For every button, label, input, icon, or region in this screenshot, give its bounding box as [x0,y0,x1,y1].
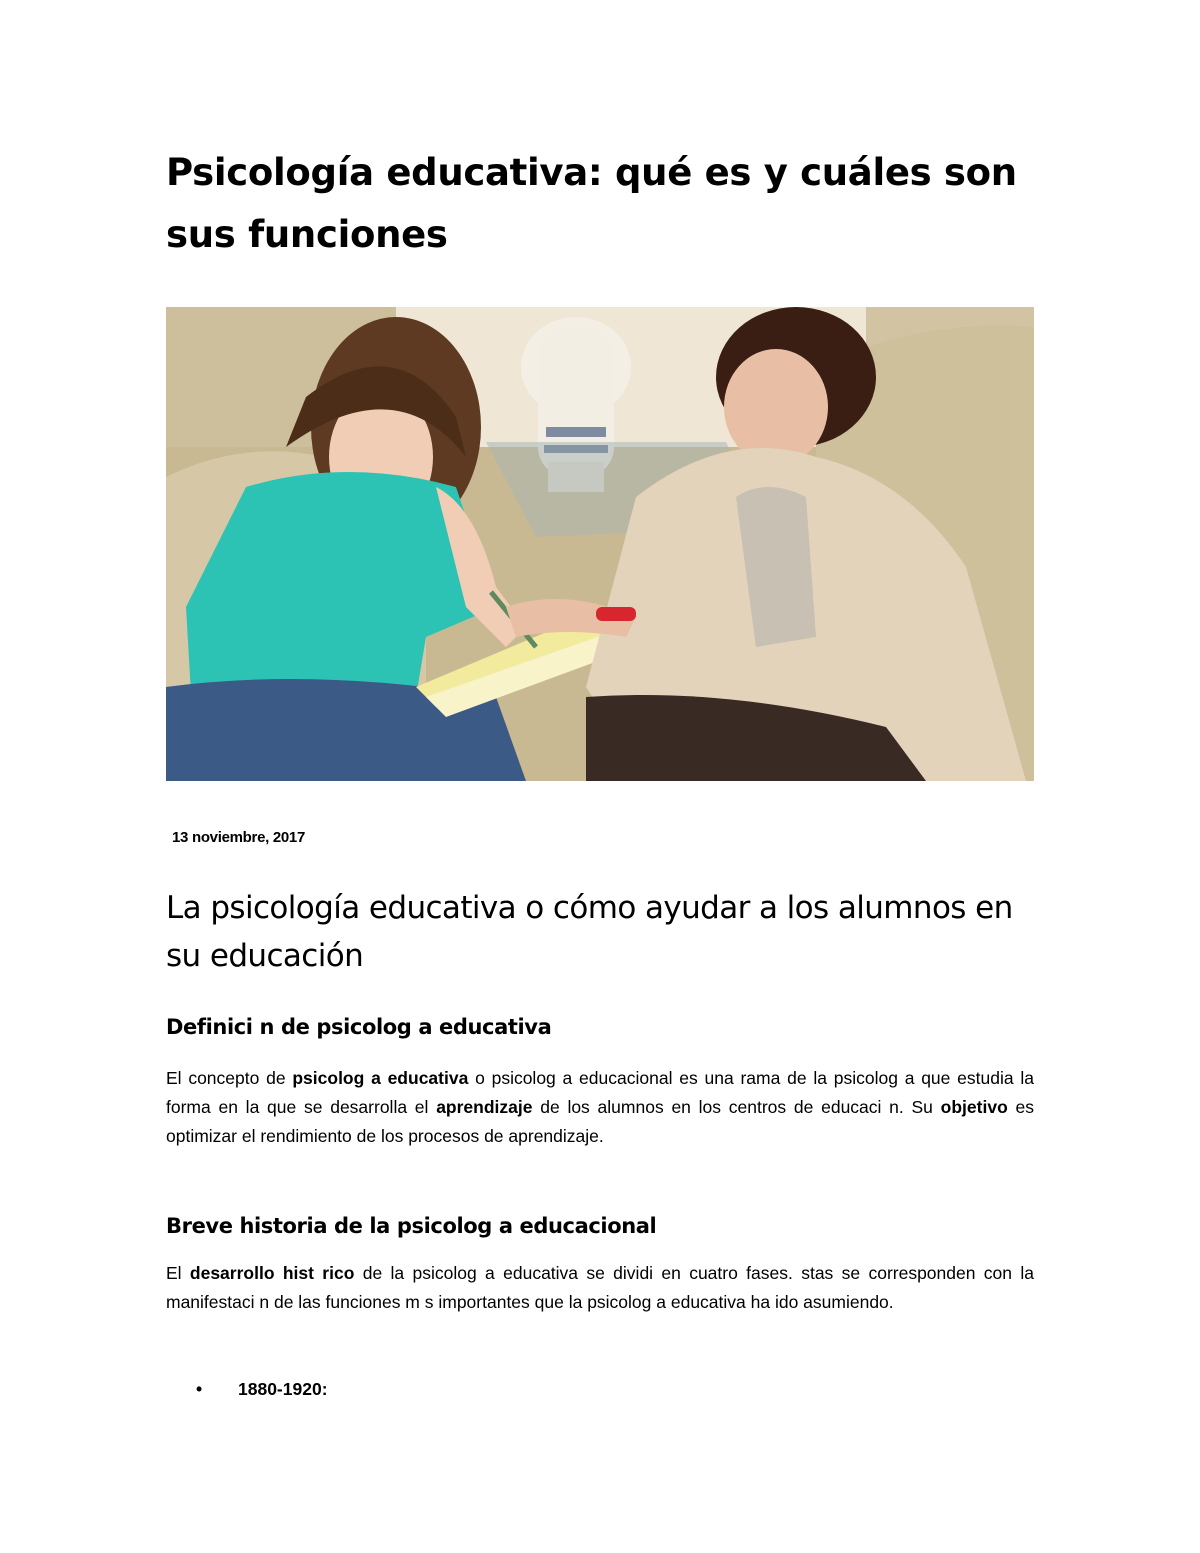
bold-term: psicolog a educativa [292,1068,469,1088]
article-subtitle: La psicología educativa o cómo ayudar a los alumnos en su educación [166,890,1013,974]
section-paragraph-historia [166,1259,1034,1317]
bold-term: objetivo [940,1097,1008,1117]
section-paragraph-definicion [166,1064,1034,1151]
text-run: El concepto de [166,1068,293,1088]
list-item [196,1375,328,1404]
text-run: El [166,1263,190,1283]
text-run: de la psicolog a educativa se dividi en cuatro fases. stas se corresponden con la manifestaci n de las funciones m s importantes que la psicolog a educativa ha ido asumiendo. [166,1263,1034,1312]
text-run: es optimizar el rendimiento de los procesos de aprendizaje. [166,1097,1034,1146]
text-run: o psicolog a educacional es una rama de la psicolog a que estudia la forma en la que se desarrolla el [166,1068,1034,1117]
bullet-icon: • [196,1379,203,1399]
text-run: de los alumnos en los centros de educaci n. Su [532,1097,941,1117]
photo-illustration [166,307,1034,781]
list-item-label: 1880-1920: [238,1379,328,1399]
bold-term: aprendizaje [436,1097,533,1117]
document-title: Psicología educativa: qué es y cuáles son sus funciones [166,151,1017,256]
article-photo [166,307,1034,781]
bold-term: desarrollo hist rico [189,1263,355,1283]
section-heading-historia: Breve historia de la psicolog a educacional [166,1214,657,1238]
section-heading-definicion: Definici n de psicolog a educativa [166,1015,552,1039]
publish-date: 13 noviembre, 2017 [172,829,306,846]
